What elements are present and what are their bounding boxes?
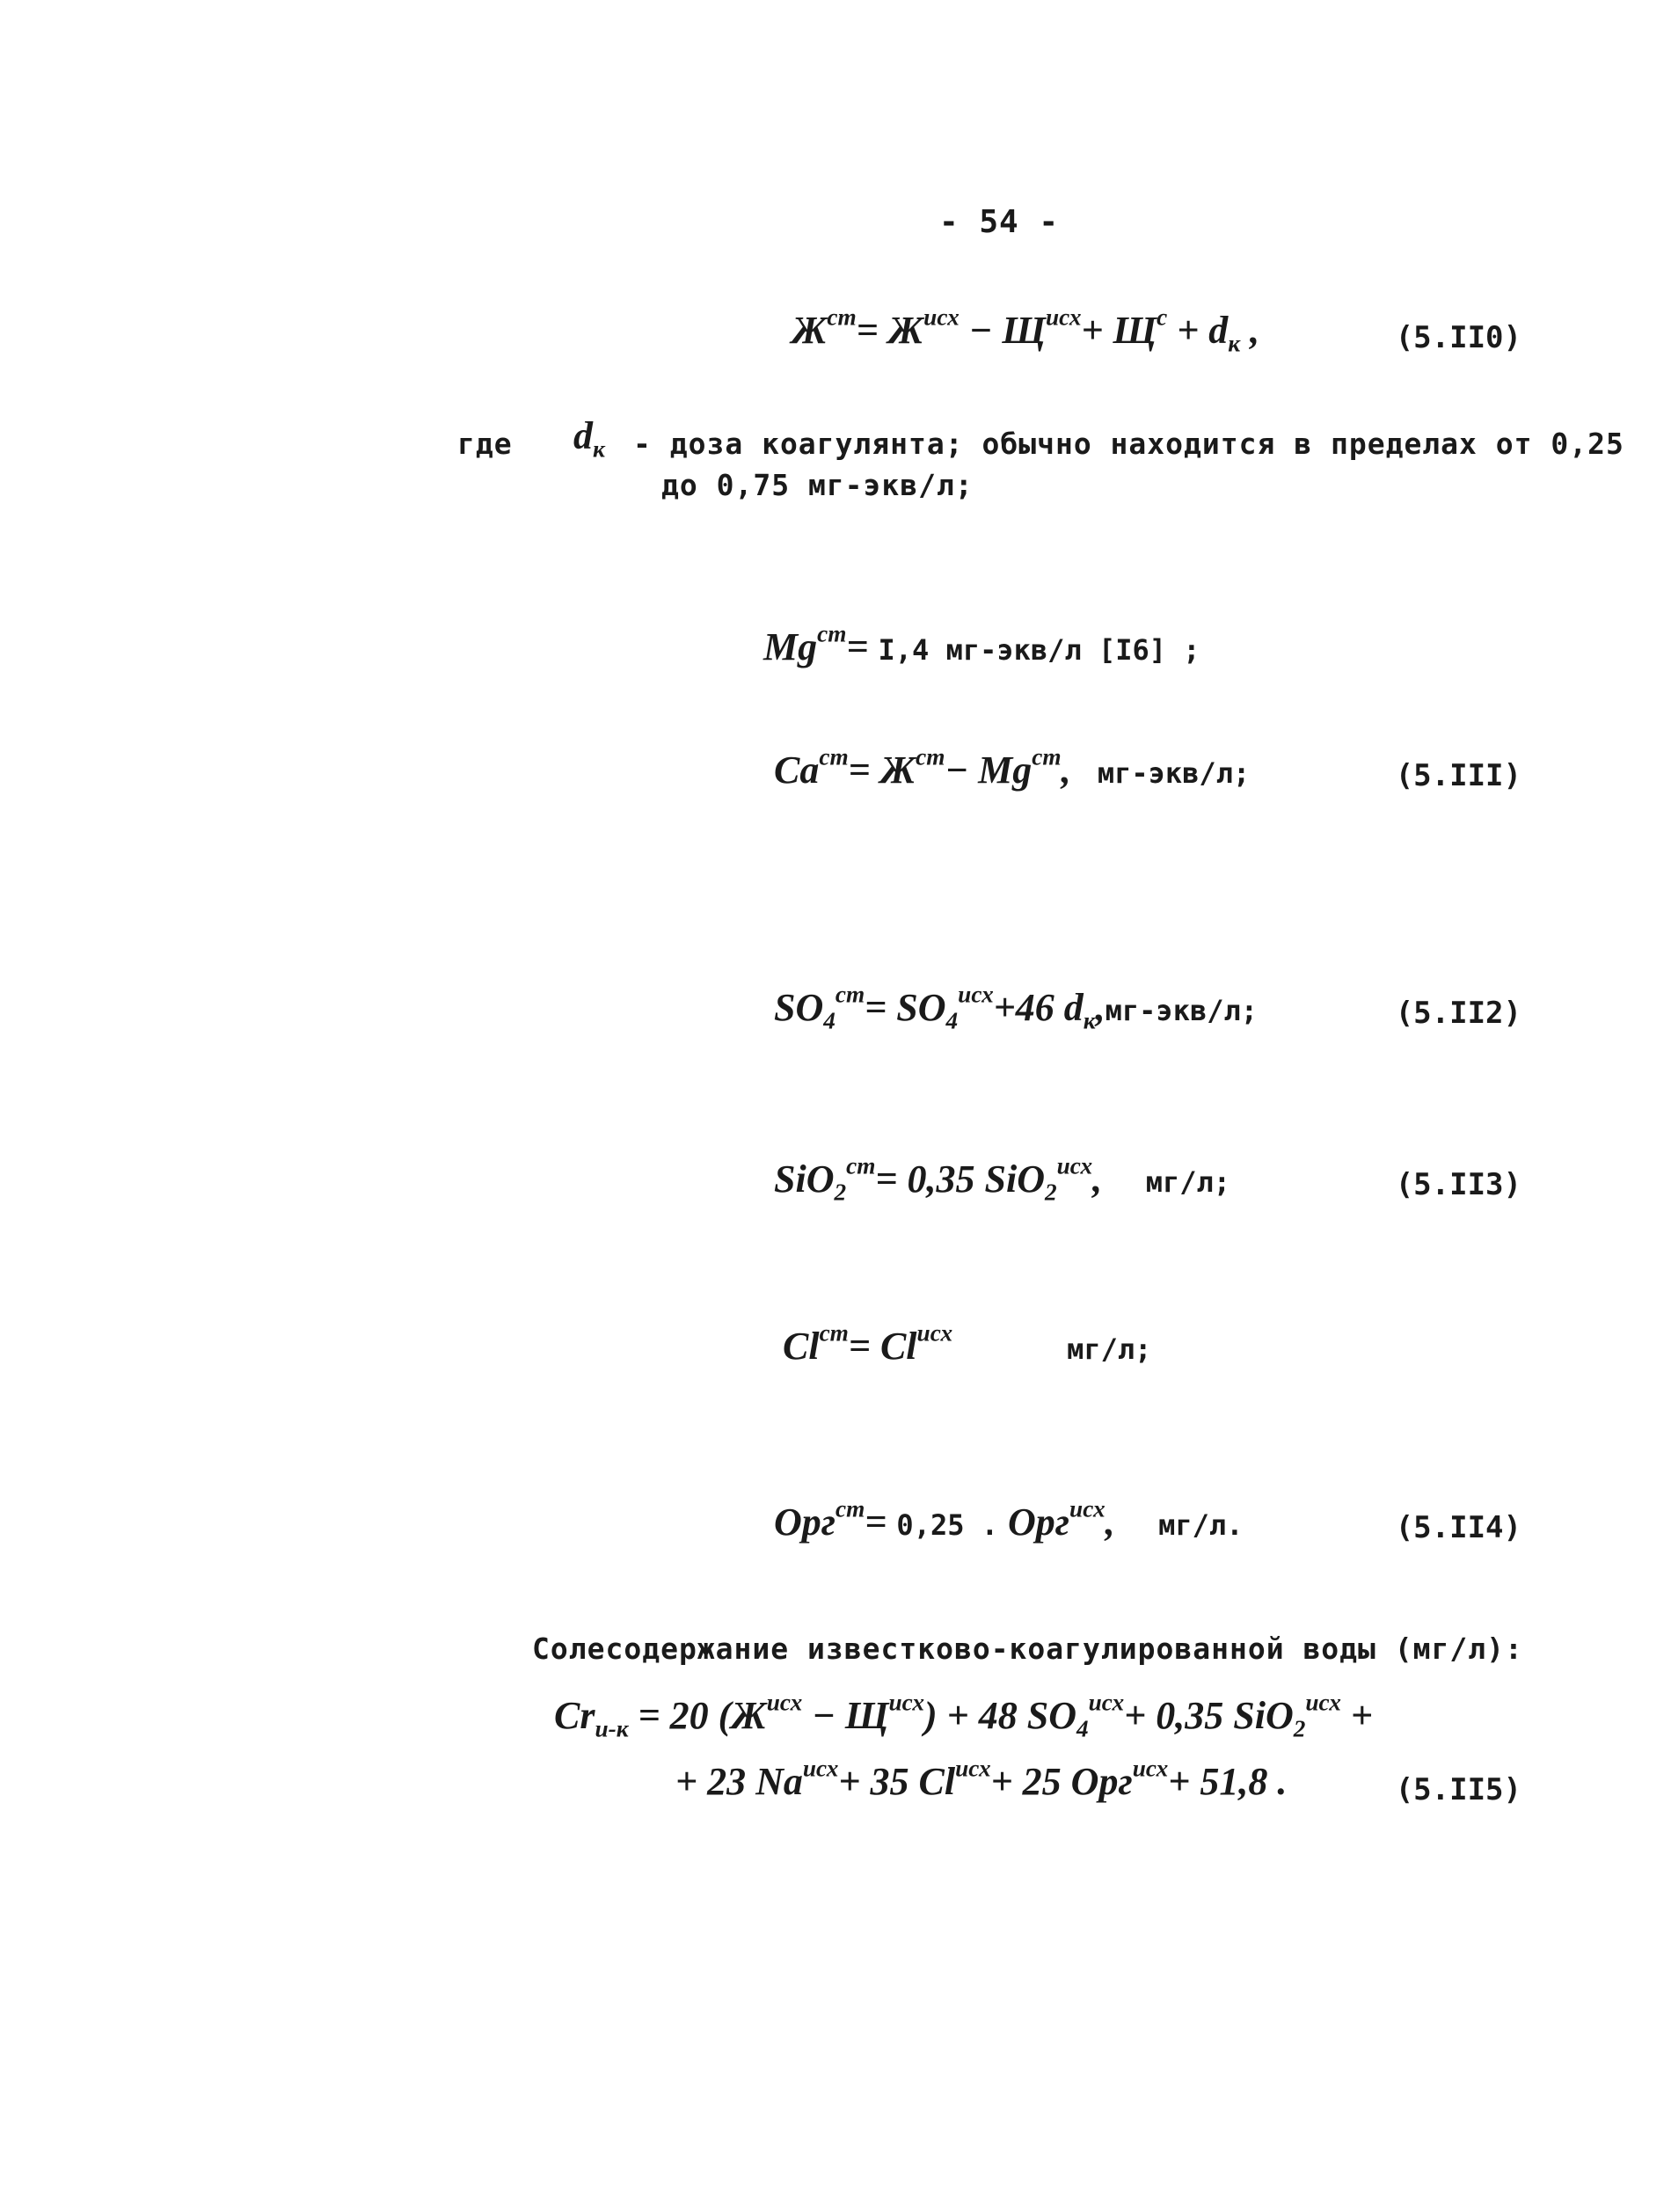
equation-number-5-110: (5.II0)	[1395, 320, 1521, 355]
equation-number-5-112: (5.II2)	[1395, 996, 1521, 1031]
equation-formula: $Ж^{ст}= Ж^{исх} - Щ^{исх}+ Щ^с + d_к$ ,	[792, 303, 1260, 357]
equation-5-114	[774, 1495, 1244, 1544]
equation-formula: Opг$^{ст}$= 0,25 . Opг$^{исх}$, мг/л.	[774, 1495, 1244, 1544]
equation-number-5-115: (5.II5)	[1395, 1772, 1521, 1807]
equation-5-115-line-2	[675, 1755, 1288, 1804]
equation-cl	[783, 1319, 1152, 1369]
equation-5-110	[792, 303, 1260, 357]
salt-heading: Солесодержание известково-коагулированной воды (мг/л):	[532, 1632, 1523, 1666]
where-line-1: - доза коагулянта; обычно находится в пределах от 0,25	[633, 427, 1624, 461]
equation-formula: + 23 $Na^{исх}+ 35$ $Cl^{исх}+ 25$ Opг$^{исх}$+ 51,8 .	[675, 1755, 1288, 1803]
equation-5-112	[774, 981, 1259, 1034]
equation-formula: $Cl^{ст}= Cl^{исх}$ мг/л;	[783, 1319, 1152, 1368]
equation-number-5-113: (5.II3)	[1395, 1167, 1521, 1202]
equation-5-113	[774, 1152, 1231, 1206]
equation-number-5-111: (5.III)	[1395, 758, 1521, 793]
equation-5-111	[774, 743, 1251, 792]
equation-formula: SiO$_2^{ст}$= 0,35 SiO$_2^{исх}$, мг/л;	[774, 1152, 1231, 1206]
equation-formula: $Cr_{и-к} = 20$ $(Ж^{исх} - Щ^{исх}) + 48$ $SO_4^{исх}+ 0,35$ SiO$_2^{исх}$ +	[554, 1689, 1373, 1742]
where-word: где	[457, 427, 513, 461]
equation-formula: $Ca^{ст}= Ж^{ст}- Mg^{ст}$, мг-экв/л;	[774, 743, 1251, 792]
where-symbol: $d_к$	[573, 414, 605, 463]
equation-formula: $Mg^{ст}= I,4$ мг-экв/л [I6] ;	[763, 620, 1200, 668]
equation-formula: $SO_4^{ст}= SO_4^{исх}+46$ $d_к,мг-экв/л$;	[774, 981, 1259, 1034]
page-number: - 54 -	[939, 204, 1060, 240]
where-line-2: до 0,75 мг-экв/л;	[661, 468, 974, 502]
equation-5-115-line-1	[554, 1689, 1373, 1742]
equation-mg	[763, 620, 1200, 669]
equation-number-5-114: (5.II4)	[1395, 1510, 1521, 1545]
